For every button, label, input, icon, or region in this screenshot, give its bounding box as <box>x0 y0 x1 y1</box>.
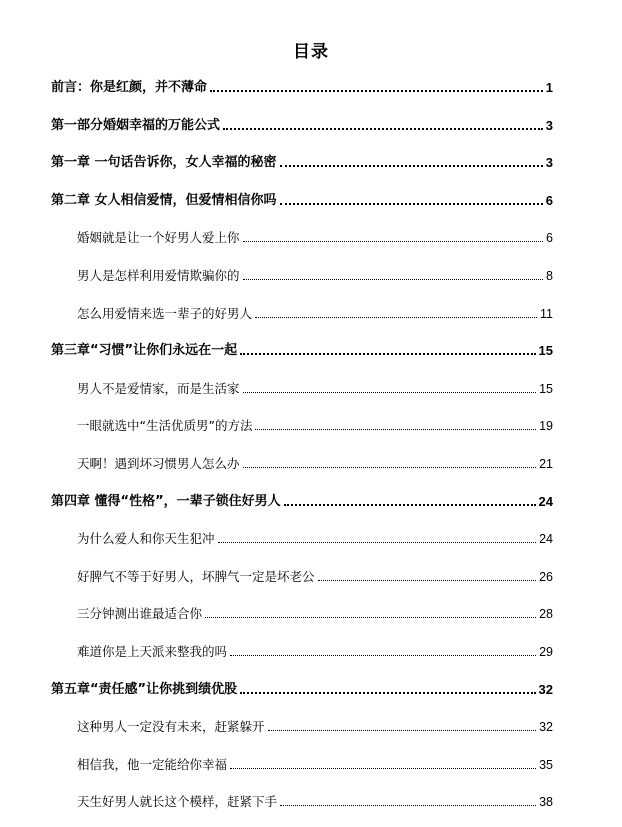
toc-entry-page-number: 29 <box>539 645 553 659</box>
dot-leader <box>240 352 535 355</box>
toc-entry-page-number: 21 <box>539 457 553 471</box>
toc-entry-title: 第四章 懂得“性格”，一辈子锁住好男人 <box>51 493 281 509</box>
toc-entry-title: 好脾气不等于好男人，坏脾气一定是坏老公 <box>77 568 315 584</box>
dot-leader <box>205 616 536 618</box>
toc-entry-chapter[interactable] <box>51 491 553 511</box>
dot-leader <box>284 503 536 506</box>
dot-leader <box>218 541 537 543</box>
toc-entry-page-number: 24 <box>539 532 553 547</box>
toc-entry-page-number: 19 <box>539 419 553 434</box>
dot-leader <box>210 89 543 92</box>
dot-leader <box>280 164 543 167</box>
toc-entry-page-number: 1 <box>545 80 553 95</box>
dot-leader <box>280 202 543 205</box>
toc-entry-page-number: 32 <box>539 720 553 735</box>
toc-entry-section[interactable] <box>77 754 553 774</box>
toc-entry-title: 相信我，他一定能给你幸福 <box>77 756 228 772</box>
toc-entry-title: 天啊！遇到坏习惯男人怎么办 <box>77 456 240 471</box>
toc-entry-title: 怎么用爱情来选一辈子的好男人 <box>77 305 253 321</box>
toc-entry-section[interactable] <box>77 716 553 736</box>
toc-entry-page-number: 3 <box>545 117 553 133</box>
toc-entry-section[interactable] <box>77 566 553 586</box>
dot-leader <box>268 729 537 731</box>
toc-entry-page-number: 26 <box>539 569 553 584</box>
toc-entry-section[interactable] <box>77 227 553 247</box>
toc-entry-chapter[interactable] <box>51 115 553 135</box>
toc-entry-section[interactable] <box>77 528 553 548</box>
toc-title: 目录 <box>293 42 329 62</box>
dot-leader <box>318 579 537 581</box>
toc-entry-page-number: 35 <box>539 757 553 772</box>
toc-entry-title: 这种男人一定没有未来，赶紧躲开 <box>77 719 265 735</box>
toc-entry-title: 婚姻就是让一个好男人爱上你 <box>77 230 240 246</box>
dot-leader <box>243 466 537 468</box>
toc-entry-page-number: 6 <box>545 192 553 208</box>
toc-entry-page-number: 15 <box>539 381 553 396</box>
toc-entry-chapter[interactable] <box>51 77 553 97</box>
toc-entry-page-number: 11 <box>540 306 553 321</box>
dot-leader <box>243 391 537 393</box>
dot-leader <box>255 428 536 430</box>
toc-entry-title: 一眼就选中“生活优质男”的方法 <box>77 418 253 434</box>
dot-leader <box>243 278 544 280</box>
toc-entry-chapter[interactable] <box>51 679 553 699</box>
toc-entry-page-number: 38 <box>539 795 553 810</box>
toc-entry-title: 第五章“责任感”让你挑到绩优股 <box>51 681 238 697</box>
toc-entry-chapter[interactable] <box>51 152 553 172</box>
toc-entry-title: 难道你是上天派来整我的吗 <box>77 644 228 659</box>
toc-entry-title: 为什么爱人和你天生犯冲 <box>77 531 215 547</box>
toc-entry-page-number: 15 <box>538 343 553 359</box>
toc-entry-title: 第一章 一句话告诉你，女人幸福的秘密 <box>51 155 277 171</box>
dot-leader <box>280 804 536 806</box>
toc-entry-section[interactable] <box>77 415 553 435</box>
toc-entry-page-number: 24 <box>538 493 553 509</box>
toc-entry-section[interactable] <box>77 791 553 811</box>
toc-entry-chapter[interactable] <box>51 190 553 210</box>
dot-leader <box>230 654 536 656</box>
toc-entry-section[interactable] <box>77 603 553 623</box>
toc-entry-chapter[interactable] <box>51 340 553 360</box>
toc-entry-section[interactable] <box>77 453 553 473</box>
toc-entry-title: 前言：你是红颜，并不薄命 <box>51 80 208 95</box>
toc-entry-section[interactable] <box>77 303 553 323</box>
dot-leader <box>230 767 536 769</box>
toc-entry-title: 第一部分婚姻幸福的万能公式 <box>51 117 221 133</box>
toc-entry-page-number: 8 <box>546 269 553 283</box>
toc-entry-page-number: 32 <box>538 681 553 697</box>
toc-entry-title: 天生好男人就长这个模样，赶紧下手 <box>77 794 278 810</box>
dot-leader <box>223 127 543 130</box>
toc-entry-section[interactable] <box>77 265 553 285</box>
toc-entry-page-number: 6 <box>546 231 553 246</box>
toc-entry-title: 男人是怎样利用爱情欺骗你的 <box>77 268 240 283</box>
toc-entry-page-number: 3 <box>545 155 553 171</box>
toc-entry-section[interactable] <box>77 378 553 398</box>
toc-entry-title: 三分钟测出谁最适合你 <box>77 606 203 622</box>
toc-entry-section[interactable] <box>77 641 553 661</box>
toc-entry-title: 男人不是爱情家，而是生活家 <box>77 380 240 396</box>
toc-entry-title: 第三章“习惯”让你们永远在一起 <box>51 343 238 359</box>
dot-leader <box>255 316 537 318</box>
dot-leader <box>243 240 544 242</box>
toc-entry-title: 第二章 女人相信爱情，但爱情相信你吗 <box>51 192 277 208</box>
dot-leader <box>240 691 535 694</box>
toc-entry-page-number: 28 <box>539 607 553 622</box>
